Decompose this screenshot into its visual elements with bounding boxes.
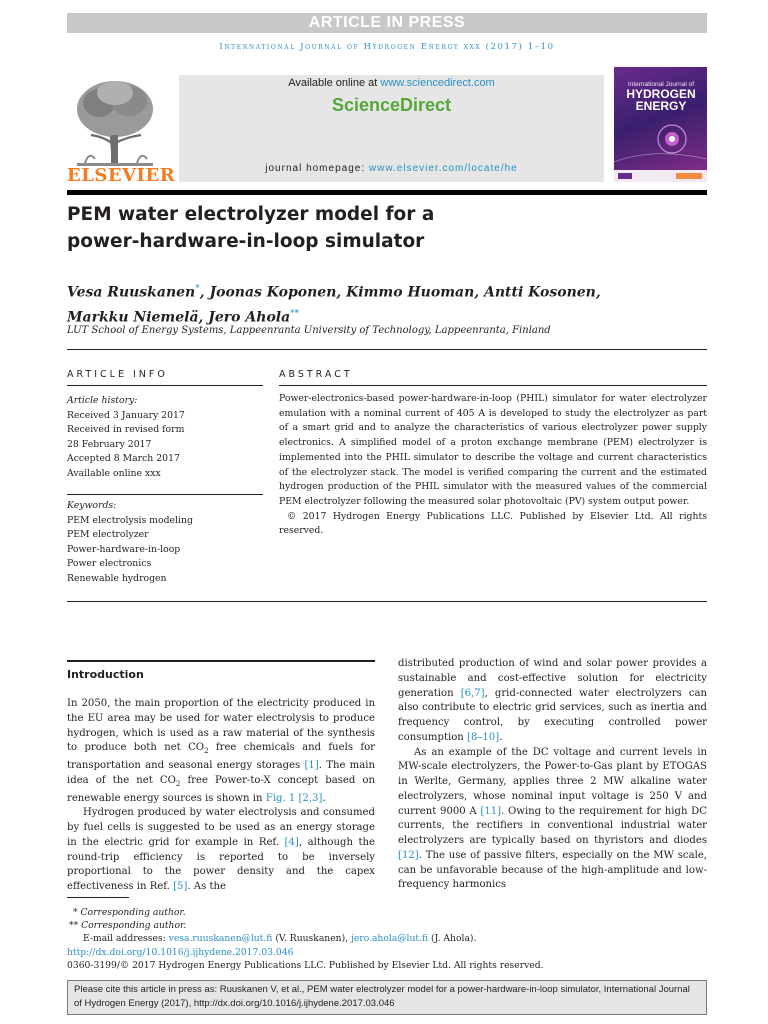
journal-cover-image xyxy=(614,67,707,182)
subscript: 2 xyxy=(204,747,209,756)
text-span: . Owing to the requirement for high DC currents, the rectifiers in conventional industrial water electrolyzers are typically based on thyristors and diodes xyxy=(398,805,707,846)
article-in-press-banner: ARTICLE IN PRESS xyxy=(67,13,707,33)
keyword-item: Renewable hydrogen xyxy=(67,572,167,584)
intro-paragraph-2 xyxy=(67,806,375,895)
journal-homepage-label: journal homepage: xyxy=(265,163,369,174)
intro-paragraph-3 xyxy=(398,657,707,746)
author-names: Markku Niemelä, Jero Ahola xyxy=(67,309,291,326)
citation-link[interactable]: [6,7] xyxy=(460,687,485,699)
keywords xyxy=(67,499,263,587)
abstract-rule xyxy=(279,385,707,386)
citation-link[interactable]: [5] xyxy=(173,881,188,893)
corresponding-author-mark[interactable]: ** xyxy=(290,308,300,319)
article-title xyxy=(67,201,707,255)
text-span: free chemicals and fuels for transportation and seasonal energy storages xyxy=(67,742,375,772)
email-label: E-mail addresses: xyxy=(83,933,169,945)
elsevier-wordmark: ELSEVIER xyxy=(67,165,176,186)
article-info-rule xyxy=(67,385,263,386)
doi-link[interactable]: http://dx.doi.org/10.1016/j.ijhydene.2017.03.046 xyxy=(67,946,294,958)
article-info-heading: ARTICLE INFO xyxy=(67,369,168,380)
intro-left-column xyxy=(67,697,375,895)
article-title-line2: power-hardware-in-loop simulator xyxy=(67,231,425,252)
issn-copyright: 0360-3199/© 2017 Hydrogen Energy Publications LLC. Published by Elsevier Ltd. All rights reserved. xyxy=(67,959,544,971)
intro-rule xyxy=(67,660,375,662)
author-line-1 xyxy=(67,279,707,304)
keyword-item: PEM electrolyzer xyxy=(67,529,149,541)
footnote-corresponding-2: ** Corresponding author. xyxy=(69,920,187,932)
article-info-rule xyxy=(67,494,263,495)
abstract-body xyxy=(279,392,707,539)
footnotes xyxy=(67,906,707,972)
article-history xyxy=(67,394,263,482)
keyword-item: Power-hardware-in-loop xyxy=(67,543,181,555)
sciencedirect-link[interactable]: www.sciencedirect.com xyxy=(380,77,495,89)
text-span: . The use of passive filters, especially on the MW scale, can be unfavorable because of the high-amplitude and low-frequency harmonics xyxy=(398,849,707,891)
journal-citation-line: International Journal of Hydrogen Energy xxx (2017) 1–10 xyxy=(219,42,555,52)
cover-journal-name-line1: HYDROGEN xyxy=(626,87,696,101)
cite-this-article-box: Please cite this article in press as: Ruuskanen V, et al., PEM water electrolyzer model for a power-hardware-in-loop simulator, International Journal of Hydrogen Energy (2017), http://dx.doi.org/10.1016/j.ijhydene.2017.03.046 xyxy=(67,980,707,1015)
text-span: , although the round-trip efficiency is reported to be inversely proportional to the power density and the capex effectiveness in Ref. xyxy=(67,836,376,893)
footnote-rule xyxy=(67,897,129,898)
history-item: 28 February 2017 xyxy=(67,438,152,450)
available-online-line xyxy=(179,77,604,89)
text-span: . As the xyxy=(187,881,227,893)
citation-link[interactable]: [1] xyxy=(304,760,319,772)
figure-citation-link[interactable]: Fig. 1 [2,3] xyxy=(265,792,323,804)
cover-molecule-graphic-icon xyxy=(614,67,707,182)
article-title-line1: PEM water electrolyzer model for a xyxy=(67,204,435,225)
text-span: . xyxy=(322,792,326,804)
section-divider xyxy=(67,349,707,350)
cover-journal-name-line2: ENERGY xyxy=(635,99,687,113)
corresponding-author-mark[interactable]: * xyxy=(195,284,200,294)
citation-link[interactable]: [8–10] xyxy=(467,731,500,743)
available-online-label: Available online at xyxy=(288,77,381,89)
email-owner: (J. Ahola). xyxy=(428,933,477,945)
journal-homepage-link[interactable]: www.elsevier.com/locate/he xyxy=(368,163,518,174)
abstract-text: Power-electronics-based power-hardware-in-loop (PHIL) simulator for water electrolyzer emulation with a nominal current of 405 A is developed to study the electrolyzer as part of a smart grid and to analyze the characteristics of various electrolyzer power supply electronics. A simplified model of a proton exchange membrane (PEM) electrolyzer is implemented into the PHIL simulator to describe the voltage and current characteristics of the electrolyzer stack. The model is verified comparing the current and the estimated hydrogen production of the PHIL simulator with the measured values of the commercial PEM electrolyzer following the measured solar photovoltaic (PV) system output power. xyxy=(279,393,707,507)
footnote-emails xyxy=(67,932,707,945)
journal-homepage-line xyxy=(179,163,604,174)
abstract-heading: ABSTRACT xyxy=(279,369,353,380)
citation-link[interactable]: [4] xyxy=(284,836,299,848)
citation-link[interactable]: [12] xyxy=(398,849,419,861)
citation-link[interactable]: [11] xyxy=(480,805,502,817)
text-span: . xyxy=(499,731,503,743)
sciencedirect-logo: ScienceDirect xyxy=(331,95,452,115)
introduction-heading: Introduction xyxy=(67,668,144,681)
text-span: . The main idea of the net CO xyxy=(67,760,375,786)
text-span: As an example of the DC voltage and current levels in MW-scale electrolyzers, the Power-to-Gas plant by ETOGAS in Werlte, Germany, applies three 2 MW alkaline water electrolyzers, whose nominal input voltage is 250 V and current 9000 A xyxy=(398,746,707,817)
cover-journal-prefix: International Journal of xyxy=(627,81,695,88)
header-divider xyxy=(67,190,707,195)
history-item: Available online xxx xyxy=(67,467,161,479)
history-item: Received 3 January 2017 xyxy=(67,409,185,421)
intro-paragraph-4 xyxy=(398,746,707,894)
email-link[interactable]: vesa.ruuskanen@lut.fi xyxy=(168,933,273,945)
affiliation: LUT School of Energy Systems, Lappeenranta University of Technology, Lappeenranta, Finland xyxy=(67,325,551,336)
history-item: Received in revised form xyxy=(67,424,185,436)
subscript: 2 xyxy=(175,779,181,788)
author-names: , Joonas Koponen, Kimmo Huoman, Antti Kosonen, xyxy=(199,284,601,301)
author-name: Vesa Ruuskanen xyxy=(67,284,196,301)
text-span: Hydrogen produced by water electrolysis and consumed by fuel cells is suggested to be used as an energy storage in the electric grid for example in Ref. xyxy=(67,807,375,848)
keyword-item: PEM electrolysis modeling xyxy=(67,514,193,526)
text-span: distributed production of wind and solar power provides a sustainable and cost-effective solution for electricity generation xyxy=(398,658,707,699)
article-history-label: Article history: xyxy=(67,395,138,406)
keywords-label: Keywords: xyxy=(67,500,117,511)
section-divider xyxy=(67,601,707,602)
abstract-copyright: © 2017 Hydrogen Energy Publications LLC. Published by Elsevier Ltd. All rights reserved. xyxy=(279,510,707,537)
footnote-corresponding-1: * Corresponding author. xyxy=(73,907,186,918)
author-list xyxy=(67,279,707,328)
intro-right-column xyxy=(398,657,707,893)
email-link[interactable]: jero.ahola@lut.fi xyxy=(351,933,429,945)
text-span: , grid-connected water electrolyzers can also contribute to electric grid services, such as inertia and frequency control, by executing controlled power consumption xyxy=(398,687,708,743)
keyword-item: Power electronics xyxy=(67,558,152,570)
history-item: Accepted 8 March 2017 xyxy=(67,453,180,465)
text-span: free Power-to-X concept based on renewable energy sources is shown in xyxy=(67,774,376,804)
intro-paragraph-1 xyxy=(67,697,375,806)
text-span: In 2050, the main proportion of the electricity produced in the EU area may be used for water electrolysis to produce hydrogen, which is used as a raw material of the synthesis to produce both net CO xyxy=(67,698,375,754)
email-owner: (V. Ruuskanen), xyxy=(272,933,352,945)
